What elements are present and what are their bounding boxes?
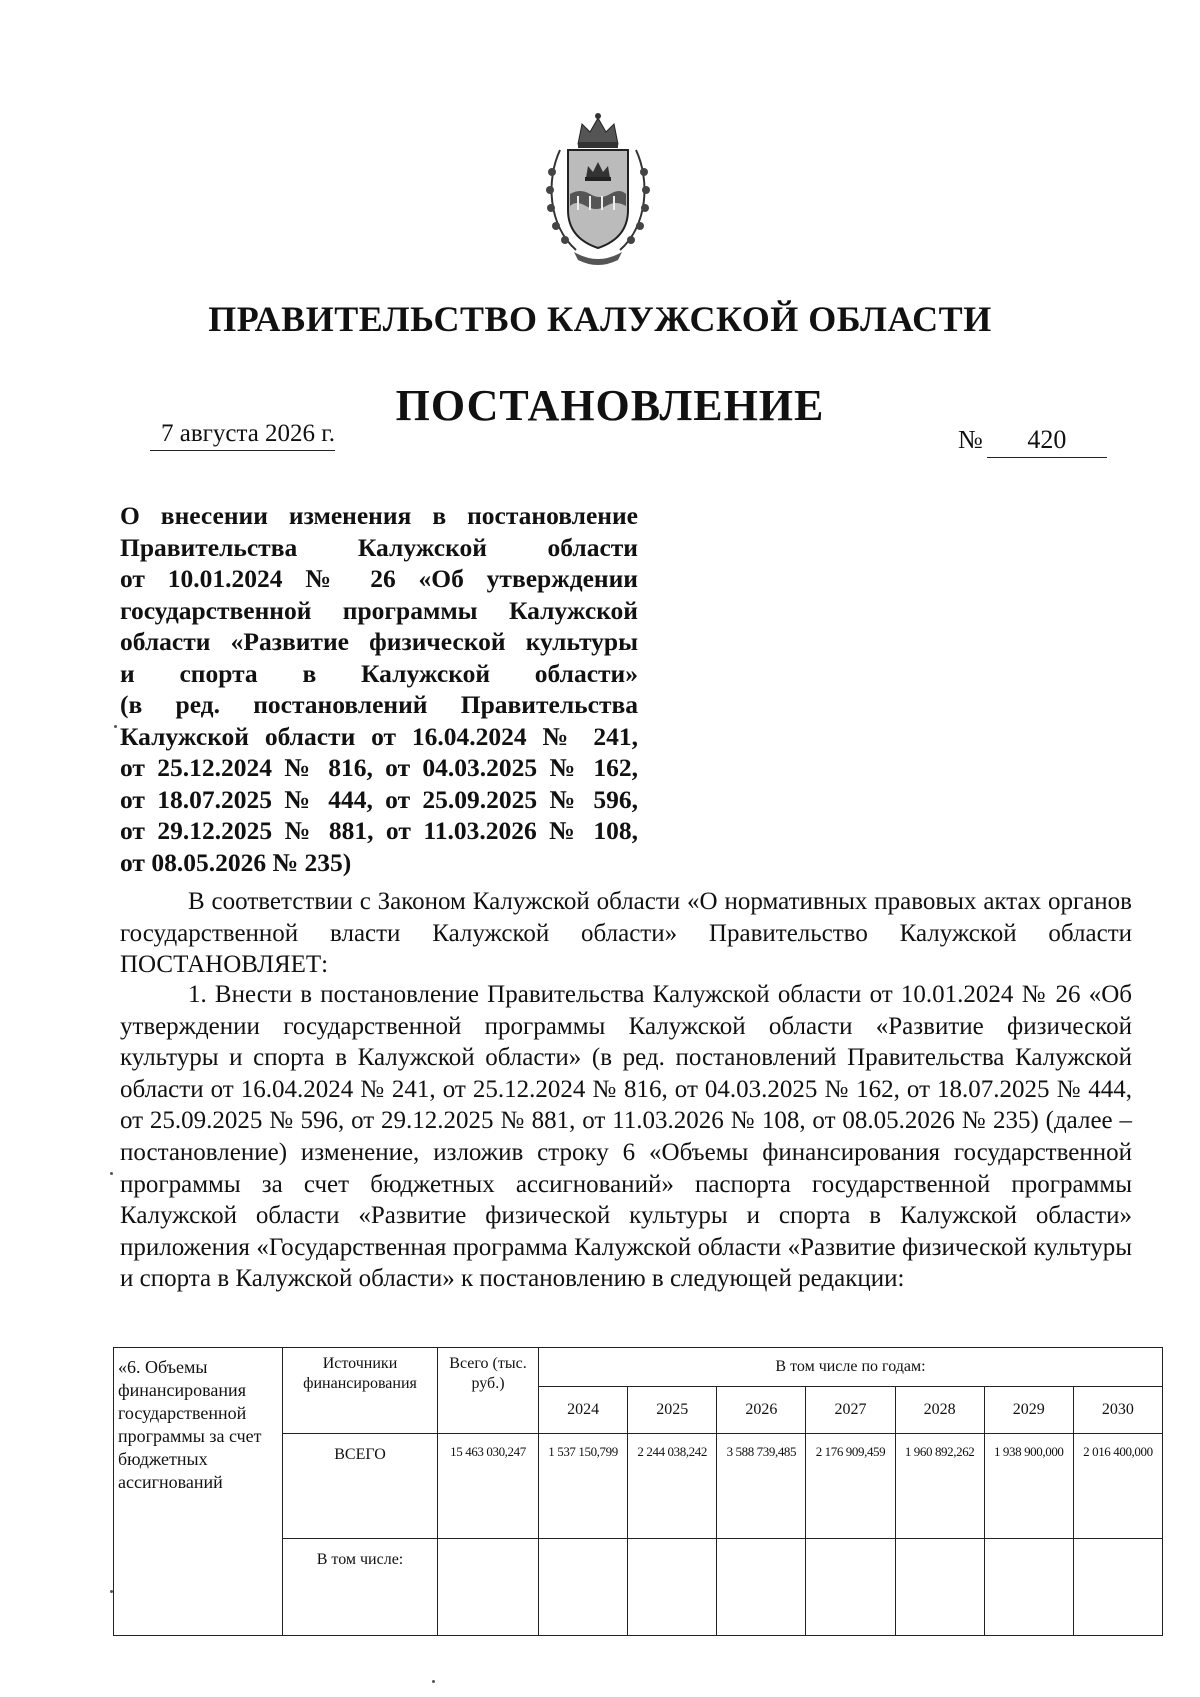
subject-line: О внесении изменения в постановление [120, 501, 638, 530]
subject-line: Правительства Калужской области [120, 532, 638, 562]
col-header-year: 2024 [539, 1387, 628, 1434]
row-value: 2 176 909,459 [806, 1434, 895, 1539]
col-header-year: 2027 [806, 1387, 895, 1434]
row-value: 2 244 038,242 [628, 1434, 717, 1539]
document-number [958, 425, 1107, 458]
row-value [717, 1539, 806, 1636]
row-value [628, 1539, 717, 1636]
row-value: 2 016 400,000 [1073, 1434, 1162, 1539]
row-value [539, 1539, 628, 1636]
row-source: ВСЕГО [283, 1434, 438, 1539]
row-value [1073, 1539, 1162, 1636]
subject-line: (в ред. постановлений Правительства [120, 690, 638, 719]
scan-speck [114, 725, 117, 728]
row-value [806, 1539, 895, 1636]
row-value: 1 537 150,799 [539, 1434, 628, 1539]
document-type-title: ПОСТАНОВЛЕНИЕ [395, 381, 825, 430]
col-header-year: 2030 [1073, 1387, 1162, 1434]
col-header-year: 2028 [895, 1387, 984, 1434]
subject-line: и спорта в Калужской области» [120, 658, 638, 688]
government-name: ПРАВИТЕЛЬСТВО КАЛУЖСКОЙ ОБЛАСТИ [208, 299, 992, 339]
subject-line: области «Развитие физической культуры [120, 627, 638, 656]
col-header-total: Всего (тыс. руб.) [438, 1348, 539, 1434]
col-header-years-group: В том числе по годам: [539, 1348, 1163, 1387]
kaluga-coat-of-arms-icon [538, 110, 658, 270]
preamble-paragraph: В соответствии с Законом Калужской области «О нормативных правовых актах органов государственной власти Калужской области» Правительство Калужской области ПОСТАНОВЛЯЕТ: [120, 888, 1132, 979]
number-label: № [958, 425, 983, 454]
col-header-sources: Источники финансирования [283, 1348, 438, 1434]
subject-line: государственной программы Калужской [120, 595, 638, 625]
subject-line: Калужской области от 16.04.2024 № 241, [120, 721, 638, 751]
subject-line: от 08.05.2026 № 235) [120, 847, 352, 877]
subject-line: от 10.01.2024 № 26 «Об утверждении [120, 564, 638, 593]
row-value [984, 1539, 1073, 1636]
scan-speck [432, 1680, 435, 1683]
row-value: 1 960 892,262 [895, 1434, 984, 1539]
subject-line: от 25.12.2024 № 816, от 04.03.2025 № 162, [120, 753, 638, 782]
number-value: 420 [987, 425, 1107, 458]
financing-table [113, 1347, 1163, 1636]
row-value: 1 938 900,000 [984, 1434, 1073, 1539]
subject-line: от 29.12.2025 № 881, от 11.03.2026 № 108, [120, 816, 638, 845]
document-subject [120, 500, 638, 878]
col-header-year: 2026 [717, 1387, 806, 1434]
scan-speck [110, 1172, 113, 1175]
col-header-year: 2029 [984, 1387, 1073, 1434]
scan-speck [110, 1590, 113, 1593]
table-row-label: «6. Объемы финансирования государственной программы за счет бюджетных ассигнований [114, 1348, 283, 1636]
col-header-year: 2025 [628, 1387, 717, 1434]
clause-1-paragraph: 1. Внести в постановление Правительства Калужской области от 10.01.2024 № 26 «Об утверждении государственной программы Калужской области «Развитие физической культуры и спорта в Калужской области» (в ред. постановлений Правительства Калужской области от 16.04.2024 № 241, от 25.12.2024 № 816, от 04.03.2025 № 162, от 18.07.2025 № 444, от 25.09.2025 № 596, от 29.12.2025 № 881, от 11.03.2026 № 108, от 08.05.2026 № 235) (далее – постановление) изменение, изложив строку 6 «Объемы финансирования государственной программы за счет бюджетных ассигнований» паспорта государственной программы Калужской области «Развитие физической культуры и спорта в Калужской области» приложения «Государственная программа Калужской области «Развитие физической культуры и спорта в Калужской области» к постановлению в следующей редакции: [120, 981, 1132, 1293]
row-source: В том числе: [283, 1539, 438, 1636]
subject-line: от 18.07.2025 № 444, от 25.09.2025 № 596, [120, 784, 638, 814]
row-value: 3 588 739,485 [717, 1434, 806, 1539]
document-date: 7 августа 2026 г. [150, 420, 335, 451]
row-total [438, 1539, 539, 1636]
row-value [895, 1539, 984, 1636]
row-total: 15 463 030,247 [438, 1434, 539, 1539]
